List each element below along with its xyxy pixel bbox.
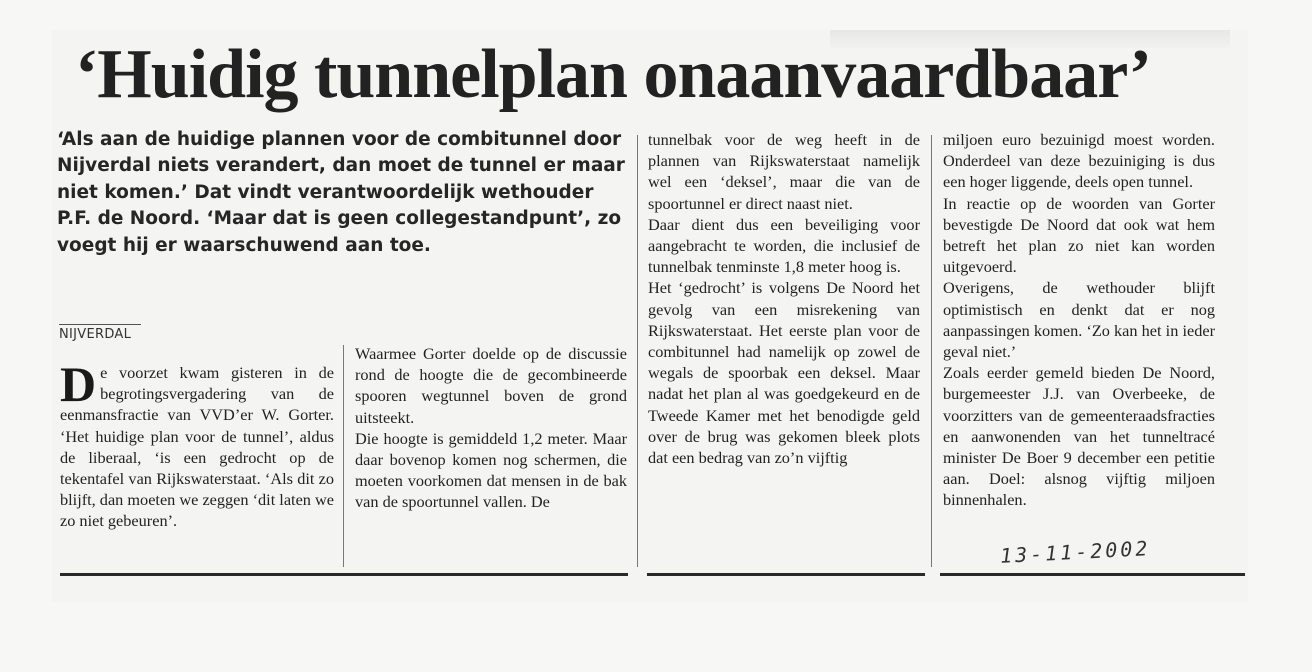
column-3-paragraph-1: tunnelbak voor de weg heeft in de plannen van Rijkswaterstaat namelijk wel een ‘deksel’, maar die van de spoortunnel er direct naast niet. (648, 130, 920, 213)
intro-text: ‘Als aan de huidige plannen voor de combitunnel door Nijverdal niets verandert, dan moet de tunnel er maar niet komen.’ Dat vindt verantwoordelijk wethouder P.F. de Noord. ‘Maar dat is geen collegestandpunt’, zo voegt hij er waarschuwend aan toe. (57, 129, 625, 256)
headline: ‘Huidig tunnelplan onaanvaardbaar’ (75, 36, 1151, 113)
column-2-paragraph-2: Die hoogte is gemiddeld 1,2 meter. Maar daar bovenop komen nog schermen, die moeten voorkomen dat mensen in de bak van de spoortunnel vallen. De (355, 428, 627, 512)
bottom-rule-right (940, 573, 1245, 576)
column-1 (60, 356, 334, 532)
column-4-paragraph-4: Zoals eerder gemeld bieden De Noord, burgemeester J.J. van Overbeeke, de voorzitters van de gemeenteraadsfracties en aanwonenden van het tunneltracé minister De Boer 9 december een petitie aan. Doel: alsnog vijftig miljoen binnenhalen. (943, 363, 1215, 510)
drop-cap: D (60, 356, 97, 412)
column-rule-1 (343, 345, 344, 567)
column-4-paragraph-3: Overigens, de wethouder blijft optimistisch en denkt dat er nog aanpassingen komen. ‘Zo kan het in ieder geval niet.’ (943, 278, 1215, 362)
column-4 (943, 129, 1215, 511)
column-rule-3 (931, 135, 932, 567)
column-2 (355, 343, 627, 513)
intro-paragraph (57, 127, 627, 259)
column-4-paragraph-2: In reactie op de woorden van Gorter bevestigde De Noord dat ook wat hem betreft het plan zo niet kan worden uitgevoerd. (943, 193, 1215, 277)
bottom-rule-left (60, 573, 628, 576)
column-4-paragraph-1: miljoen euro bezuinigd moest worden. Onderdeel van deze bezuiniging is dus een hoger liggende, deels open tunnel. (943, 130, 1215, 192)
handwritten-date: 13-11-2002 (999, 536, 1151, 568)
bottom-rule-middle (647, 573, 925, 576)
column-3-paragraph-2: Daar dient dus een beveiliging voor aangebracht te worden, die inclusief de tunnelbak tenminste 1,8 meter hoog is. (648, 214, 920, 277)
column-2-paragraph-1: Waarmee Gorter doelde op de discussie rond de hoogte die de gecombineerde spooren wegtunnel boven de grond uitsteekt. (355, 344, 627, 427)
dateline: NIJVERDAL (59, 327, 132, 342)
column-rule-2 (637, 135, 638, 567)
column-3-paragraph-3: Het ‘gedrocht’ is volgens De Noord het gevolg van een misrekening van Rijkswaterstaat. Het eerste plan voor de combitunnel had namelijk op zowel de wegals de spoorbak een deksel. Maar nadat het plan al was goedgekeurd en de Tweede Kamer met het benodigde geld over de brug was gekomen bleek plots dat een bedrag van zo’n vijftig (648, 278, 920, 468)
column-3 (648, 129, 920, 468)
column-1-text: e voorzet kwam gisteren in de begrotingsvergadering van de eenmansfractie van VVD’er W. Gorter. ‘Het huidige plan voor de tunnel’, aldus de liberaal, ‘is een gedrocht op de tekentafel van Rijkswaterstaat. ‘Als dit zo blijft, dan moeten we zeggen ‘dit laten we zo niet gebeuren’. (60, 363, 334, 531)
dateline-rule (59, 324, 141, 325)
